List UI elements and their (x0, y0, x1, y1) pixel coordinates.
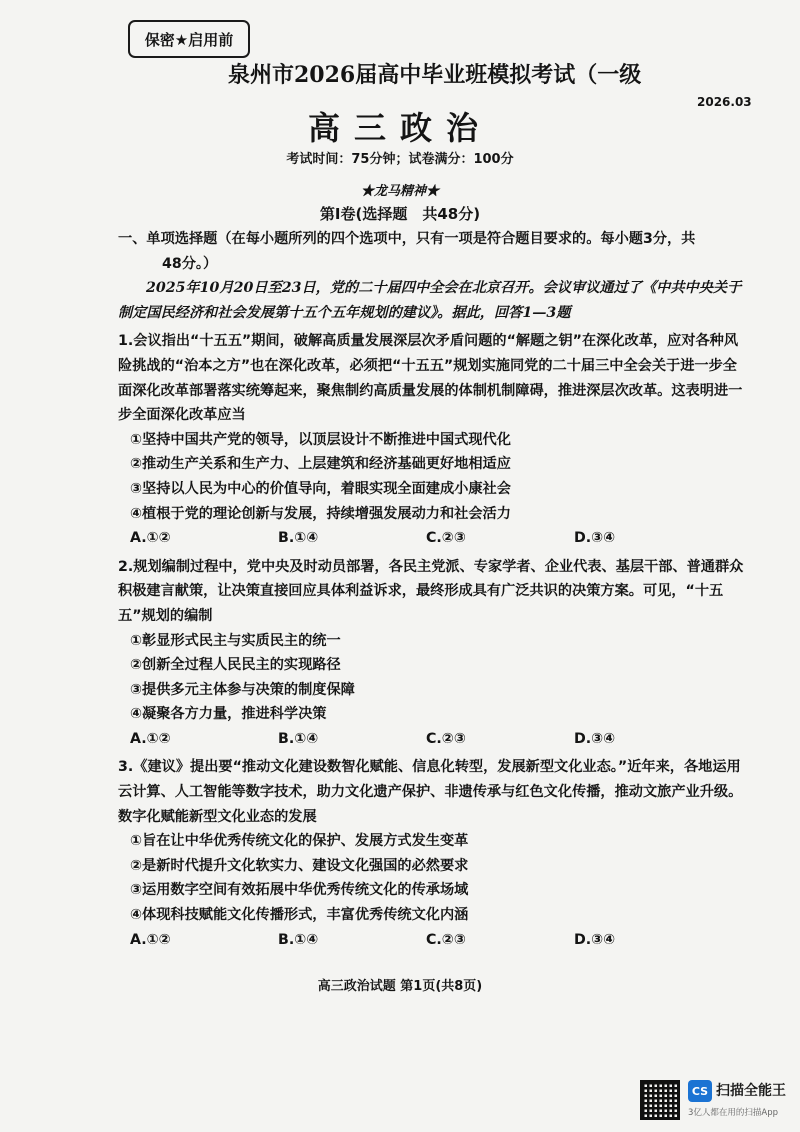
question-stem: 1.会议指出“十五五”期间，破解高质量发展深层次矛盾问题的“解题之钥”在深化改革，应对各种风险挑战的“治本之方”也在深化改革，必须把“十五五”规划实施同党的二十届三中全会关于进一步全面深化改革部署落实统筹起来，聚焦制约高质量发展的体制机制障碍，推进深层次改革。这表明进一步全面深化改革应当 (118, 333, 743, 424)
option-item: ②推动生产关系和生产力、上层建筑和经济基础更好地相适应 (130, 456, 511, 473)
scanner-logo-icon: CS (688, 1080, 712, 1102)
choice-a: A.①② (130, 931, 171, 948)
choice-b: B.①④ (278, 730, 319, 747)
option-item: ④体现科技赋能文化传播形式，丰富优秀传统文化内涵 (130, 907, 469, 924)
volume-heading: 第Ⅰ卷(选择题 共48分) (319, 205, 481, 223)
section-score: 48分。） (162, 255, 218, 272)
subject-title: 高三政治 (307, 109, 492, 147)
question-stem: 3.《建议》提出要“推动文化建设数智化赋能、信息化转型，发展新型文化业态。”近年来，各地运用云计算、人工智能等数字技术，助力文化遗产保护、非遗传承与红色文化传播，推动文旅产业升级。数字化赋能新型文化业态的发展 (118, 759, 743, 825)
choice-d: D.③④ (574, 730, 616, 747)
exam-date: 2026.03 (697, 95, 752, 109)
option-item: ①坚持中国共产党的领导，以顶层设计不断推进中国式现代化 (130, 431, 511, 448)
option-item: ④植根于党的理论创新与发展，持续增强发展动力和社会活力 (130, 505, 511, 522)
option-item: ②创新全过程人民民主的实现路径 (130, 657, 341, 674)
scanner-app-name: 扫描全能王 (716, 1083, 786, 1099)
choice-c: C.②③ (426, 931, 466, 948)
question-1 (118, 329, 748, 550)
option-item: ①旨在让中华优秀传统文化的保护、发展方式发生变革 (130, 833, 469, 850)
material-text: 2025年10月20日至23日，党的二十届四中全会在北京召开。会议审议通过了《中共中央关于制定国民经济和社会发展第十五个五年规划的建议》。据此，回答1—3题 (118, 280, 742, 321)
scanner-tagline: 3亿人都在用的扫描App (688, 1108, 779, 1118)
option-item: ②是新时代提升文化软实力、建设文化强国的必然要求 (130, 857, 469, 874)
choice-b: B.①④ (278, 931, 319, 948)
question-3 (118, 755, 748, 952)
option-item: ①彰显形式民主与实质民主的统一 (130, 632, 341, 649)
choice-c: C.②③ (426, 530, 466, 547)
choice-b: B.①④ (278, 530, 319, 547)
secret-label: 保密★启用前 (128, 20, 250, 58)
option-item: ③提供多元主体参与决策的制度保障 (130, 681, 355, 698)
choice-c: C.②③ (426, 730, 466, 747)
motto: ★龙马精神★ (360, 184, 439, 199)
exam-info: 考试时间：75分钟；试卷满分：100分 (286, 152, 514, 167)
option-item: ③运用数字空间有效拓展中华优秀传统文化的传承场域 (130, 882, 469, 899)
answer-choices (118, 727, 748, 752)
question-2 (118, 555, 748, 752)
page-footer: 高三政治试题 第1页(共8页) (317, 979, 483, 994)
option-item: ④凝聚各方力量，推进科学决策 (130, 706, 327, 723)
choice-a: A.①② (130, 730, 171, 747)
section-heading: 一、单项选择题（在每小题所列的四个选项中，只有一项是符合题目要求的。每小题3分，共 (118, 231, 696, 247)
choice-a: A.①② (130, 530, 171, 547)
question-stem: 2.规划编制过程中，党中央及时动员部署，各民主党派、专家学者、企业代表、基层干部、普通群众积极建言献策，让决策直接回应具体利益诉求，最终形成具有广泛共识的决策方案。可见，“十五五”规划的编制 (118, 558, 744, 624)
answer-choices (118, 526, 748, 551)
choice-d: D.③④ (574, 530, 616, 547)
qr-code-icon (640, 1080, 680, 1120)
option-item: ③坚持以人民为中心的价值导向，着眼实现全面建成小康社会 (130, 480, 511, 497)
question-content (118, 227, 748, 952)
exam-title: 泉州市2026届高中毕业班模拟考试（一级 (228, 62, 642, 88)
choice-d: D.③④ (574, 931, 616, 948)
answer-choices (118, 928, 748, 953)
